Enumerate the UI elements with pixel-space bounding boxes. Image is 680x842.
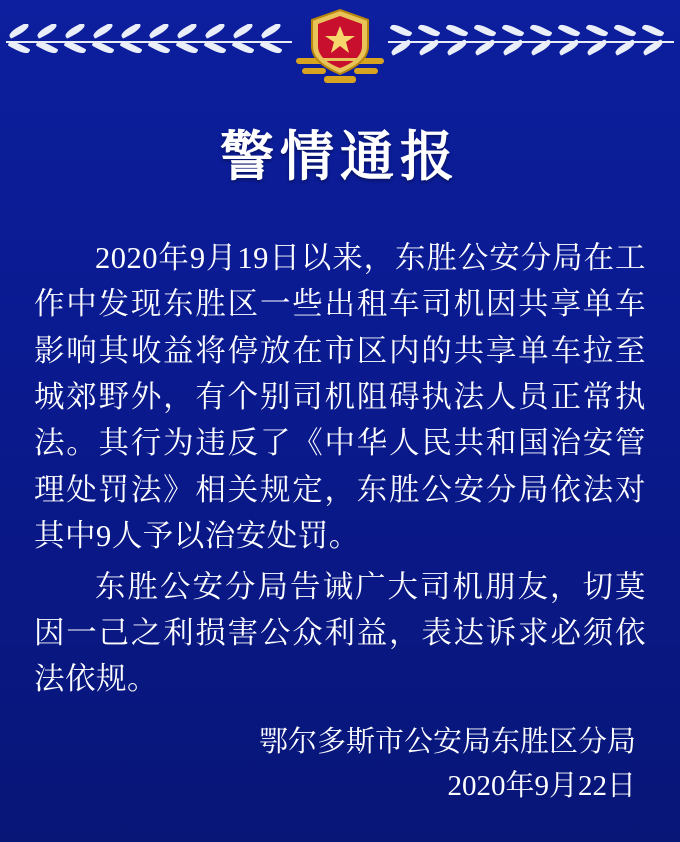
notice-signature xyxy=(259,721,636,808)
notice-paragraph-2: 东胜公安分局告诫广大司机朋友，切莫因一己之利损害公众利益，表达诉求必须依法依规。 xyxy=(34,569,646,697)
wheat-laurel-icon-left xyxy=(6,24,292,60)
signature-issuer: 鄂尔多斯市公安局东胜区分局 xyxy=(258,726,636,758)
notice-body xyxy=(34,235,646,703)
signature-date: 2020年9月22日 xyxy=(447,769,636,802)
page-title: 警情通报 xyxy=(220,127,460,187)
wheat-laurel-icon-right xyxy=(388,24,674,60)
notice-paragraph-1: 2020年9月19日以来，东胜公安分局在工作中发现东胜区一些出租车司机因共享单车影响其收益将停放在市区内的共享单车拉至城郊野外，有个别司机阻碍执法人员正常执法。其行为违反了《中华人民共和国治安管理处罚法》相关规定，东胜公安分局依法对其中9人予以治安处罚。 xyxy=(34,241,646,554)
police-emblem-icon xyxy=(294,6,386,86)
poster-top-banner xyxy=(0,0,680,92)
